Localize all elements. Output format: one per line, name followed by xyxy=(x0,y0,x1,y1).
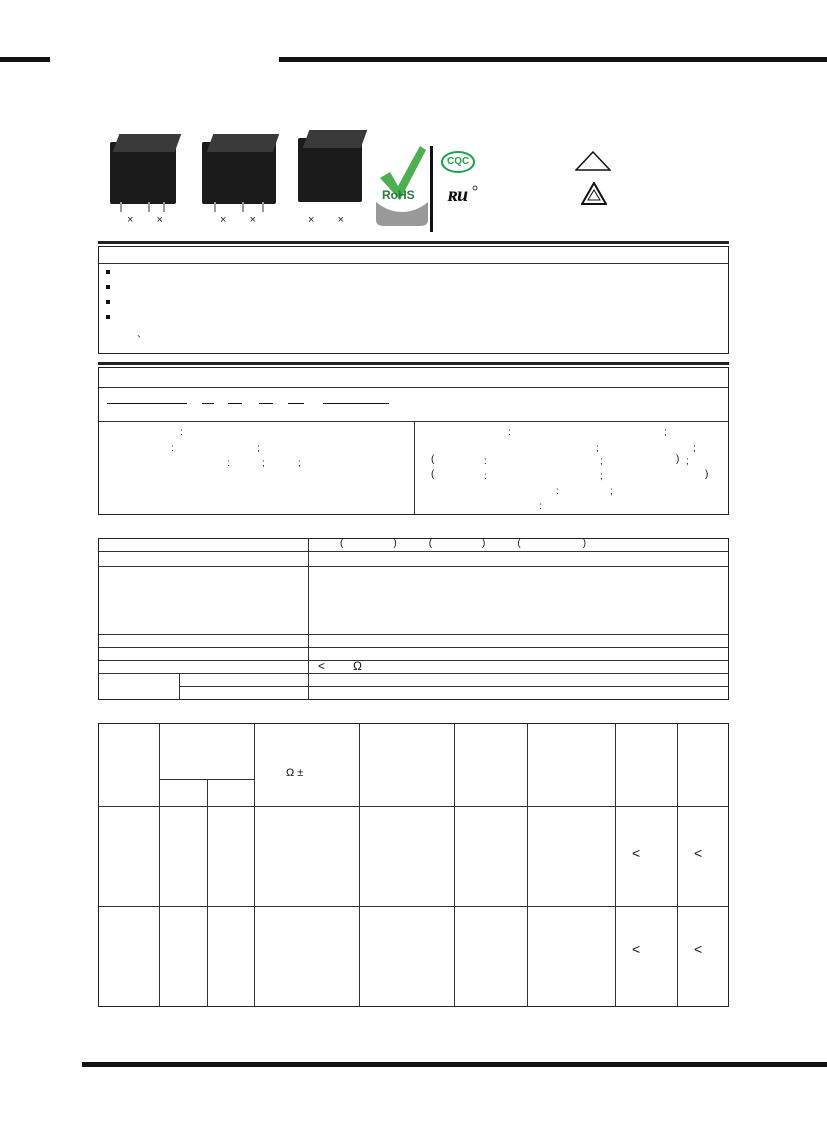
coil-lt-1b: < xyxy=(694,845,703,861)
coil-lt-2a: < xyxy=(632,941,641,957)
ordering-right-punct: : xyxy=(556,486,559,497)
ordering-right-punct: ; xyxy=(600,456,603,467)
ordering-right-punct: : xyxy=(484,471,487,482)
footer-rule xyxy=(82,1062,827,1067)
part-number-segment-6 xyxy=(323,403,389,404)
ordering-right-punct: ( xyxy=(431,454,435,465)
part-number-segment-3 xyxy=(228,403,242,404)
ordering-right-punct: ; xyxy=(596,443,599,454)
ordering-rule xyxy=(98,362,729,365)
ordering-left-punct: : xyxy=(180,427,183,438)
feature-bullet-1 xyxy=(106,270,110,274)
relay-photo-3 xyxy=(296,128,366,208)
features-rule xyxy=(98,241,729,244)
ordering-right-punct: ; xyxy=(610,486,613,497)
ordering-box xyxy=(98,367,729,515)
part-number-segment-1 xyxy=(107,403,187,404)
ordering-right-punct: : xyxy=(539,501,542,512)
coil-lt-1a: < xyxy=(632,845,641,861)
coil-lt-2b: < xyxy=(694,941,703,957)
svg-text:ʀ: ʀ xyxy=(448,184,458,206)
relay-photo-1 xyxy=(108,132,180,212)
features-box xyxy=(98,246,729,354)
cqc-logo xyxy=(441,151,475,173)
relay-3-dimensions: × × xyxy=(308,214,354,226)
ordering-left-punct: ; xyxy=(257,443,260,454)
part-number-segment-2 xyxy=(202,403,214,404)
cqc-text: CQC xyxy=(447,156,470,167)
triangle-outline-icon xyxy=(575,151,611,171)
ordering-right-punct: ( xyxy=(431,469,435,480)
ordering-right-punct: ) xyxy=(705,469,709,480)
ordering-right-punct: ; xyxy=(600,471,603,482)
ordering-right-punct: ; xyxy=(664,427,667,438)
coil-table xyxy=(98,723,729,1007)
ordering-left-punct: ; xyxy=(262,458,265,469)
relay-photo-2 xyxy=(200,132,280,212)
ul-logo xyxy=(446,184,478,206)
rohs-label: RoHS xyxy=(382,188,415,202)
part-number-segment-4 xyxy=(259,403,273,404)
svg-text:u: u xyxy=(457,184,469,206)
triangle-mark-icon xyxy=(581,182,607,206)
spec-resistance-value: < Ω xyxy=(318,659,362,673)
cert-divider xyxy=(430,146,433,232)
header-rule-left xyxy=(0,57,50,62)
ordering-right-punct: : xyxy=(484,456,487,467)
spec-row-1-parens: ( ) ( ) ( ) xyxy=(340,538,589,549)
rohs-logo xyxy=(376,142,428,226)
specs-table xyxy=(98,538,729,700)
feature-bullet-2 xyxy=(106,285,110,289)
feature-mark: 、 xyxy=(137,329,147,340)
ordering-right-punct: ; xyxy=(693,443,696,454)
ordering-right-punct: ) xyxy=(676,454,680,465)
feature-bullet-4 xyxy=(106,315,110,319)
relay-2-dimensions: × × xyxy=(220,214,266,226)
relay-1-dimensions: × × xyxy=(127,214,173,226)
feature-bullet-3 xyxy=(106,300,110,304)
ordering-right-punct: ; xyxy=(686,456,689,467)
coil-resistance-header: Ω ± xyxy=(286,767,304,779)
header-rule-right xyxy=(279,57,827,62)
ordering-right-punct: : xyxy=(508,427,511,438)
part-number-segment-5 xyxy=(288,403,304,404)
ordering-left-punct: ; xyxy=(298,458,301,469)
ordering-left-punct: : xyxy=(171,443,174,454)
ordering-left-punct: : xyxy=(227,458,230,469)
